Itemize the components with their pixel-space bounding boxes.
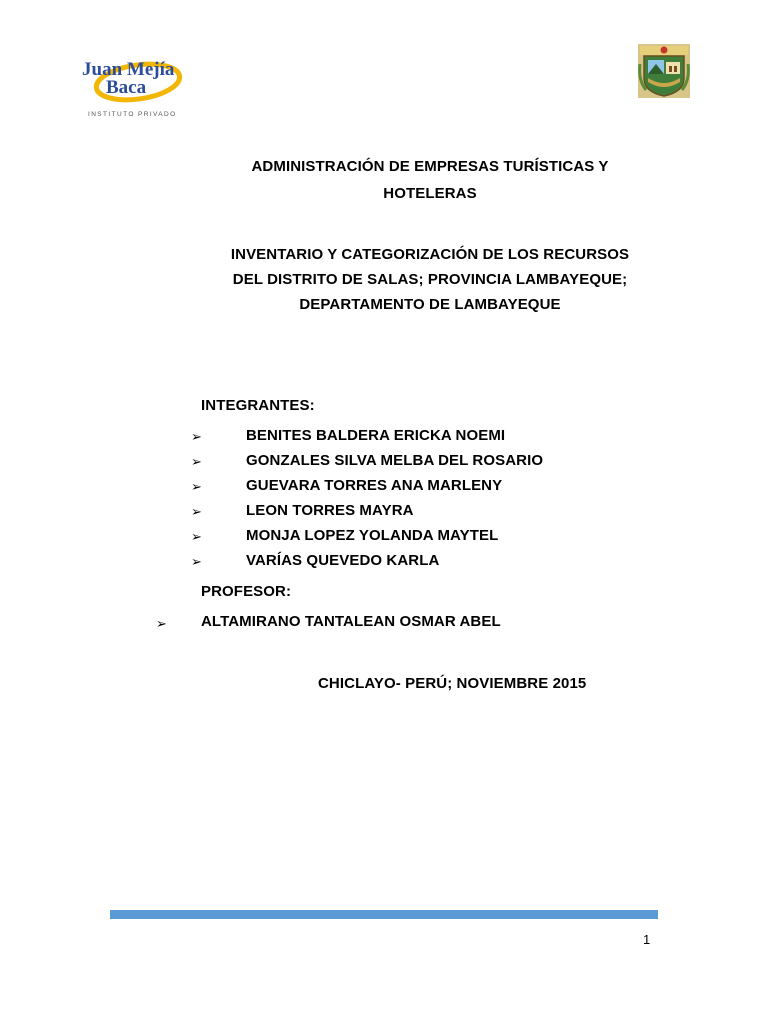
bullet-arrow-icon: ➢ <box>191 454 202 469</box>
title-line-3: DEPARTAMENTO DE LAMBAYEQUE <box>299 296 561 313</box>
logo-text-line2: Baca <box>106 77 147 98</box>
members-heading: INTEGRANTES: <box>201 397 315 414</box>
member-name: BENITES BALDERA ERICKA NOEMI <box>246 427 506 444</box>
bullet-arrow-icon: ➢ <box>156 616 167 631</box>
bullet-arrow-icon: ➢ <box>191 479 202 494</box>
place-date: CHICLAYO- PERÚ; NOVIEMBRE 2015 <box>318 675 587 692</box>
career-line-1: ADMINISTRACIÓN DE EMPRESAS TURÍSTICAS Y <box>251 158 609 175</box>
professor-name: ALTAMIRANO TANTALEAN OSMAR ABEL <box>201 613 501 630</box>
coat-of-arms-icon <box>638 44 690 98</box>
logo-subtitle: INSTITUTO PRIVADO <box>88 111 177 118</box>
member-name: MONJA LOPEZ YOLANDA MAYTEL <box>246 527 499 544</box>
member-name: VARÍAS QUEVEDO KARLA <box>246 552 440 569</box>
member-name: LEON TORRES MAYRA <box>246 502 414 519</box>
member-name: GUEVARA TORRES ANA MARLENY <box>246 477 503 494</box>
professor-heading: PROFESOR: <box>201 583 292 600</box>
bullet-arrow-icon: ➢ <box>191 554 202 569</box>
member-name: GONZALES SILVA MELBA DEL ROSARIO <box>246 452 544 469</box>
bullet-arrow-icon: ➢ <box>191 504 202 519</box>
footer-bar <box>110 910 658 919</box>
bullet-arrow-icon: ➢ <box>191 429 202 444</box>
page-number: 1 <box>643 932 651 947</box>
institute-logo <box>80 52 190 122</box>
bullet-arrow-icon: ➢ <box>191 529 202 544</box>
title-line-1: INVENTARIO Y CATEGORIZACIÓN DE LOS RECURSOS <box>230 246 630 263</box>
title-line-2: DEL DISTRITO DE SALAS; PROVINCIA LAMBAYEQUE; <box>232 271 628 288</box>
logo-text-line1: Juan Mejía <box>82 59 175 80</box>
career-line-2: HOTELERAS <box>383 185 477 202</box>
